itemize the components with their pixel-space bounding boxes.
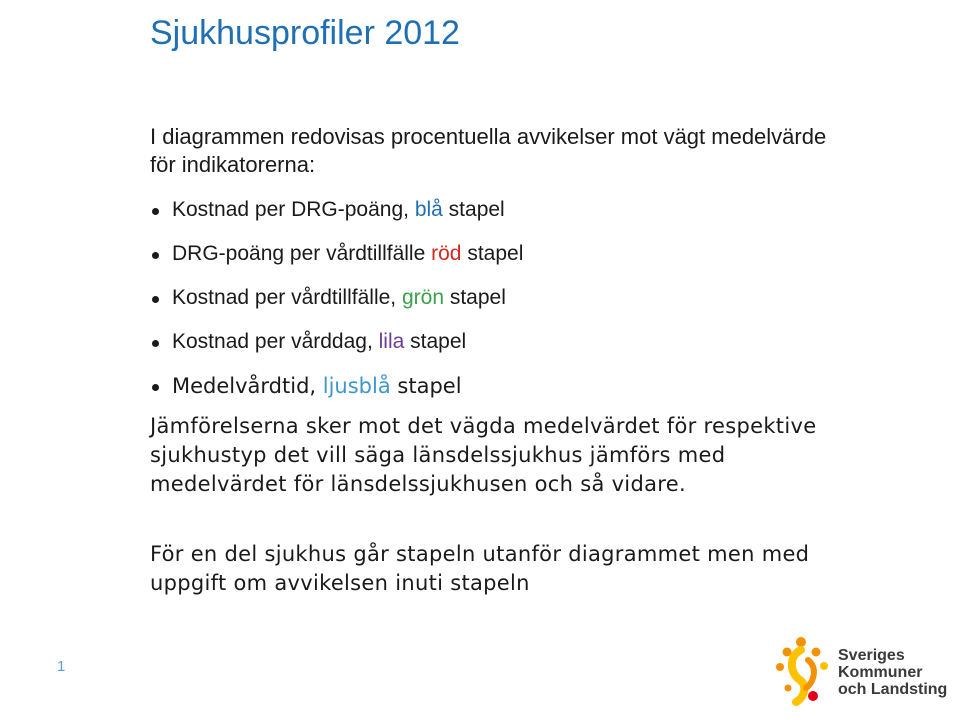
comparison-paragraph: Jämförelserna sker mot det vägda medelvärdet för respektive sjukhustyp det vill säga länsdelssjukhus jämförs med medelvärdet för länsdelssjukhusen och så vidare. (150, 414, 817, 496)
color-word-green: grön (401, 286, 444, 309)
bullet-text-before: DRG-poäng per vårdtillfälle (172, 242, 432, 265)
page-title: Sjukhusprofiler 2012 (150, 14, 460, 52)
bullet-text-after: stapel (461, 242, 524, 265)
indicator-list (150, 196, 523, 416)
logo-line-1: Sveriges (838, 647, 905, 664)
logo-line-2: Kommuner (838, 664, 923, 681)
color-word-blue: blå (414, 198, 443, 221)
page-number: 1 (57, 658, 66, 675)
bullet-text-after: stapel (442, 198, 505, 221)
bullet-text-before: Kostnad per vårdtillfälle, (172, 286, 402, 309)
bullet-text-after: stapel (404, 330, 467, 353)
list-item (150, 372, 523, 416)
bullet-text-before: Kostnad per vårddag, (172, 330, 379, 353)
skl-logo-icon (770, 636, 834, 708)
color-word-purple: lila (378, 330, 405, 353)
list-item (150, 196, 523, 240)
list-item (150, 328, 523, 372)
logo-line-3: och Landsting (838, 681, 948, 698)
bullet-text-before: Medelvårdtid, (172, 374, 323, 398)
color-word-lightblue: ljusblå (322, 374, 391, 398)
note-paragraph: För en del sjukhus går stapeln utanför diagrammet men med uppgift om avvikelsen inuti stapeln (150, 542, 810, 595)
logo-wordmark (838, 647, 947, 698)
skl-logo (770, 636, 950, 708)
list-item (150, 240, 523, 284)
bullet-text-after: stapel (444, 286, 506, 309)
list-item (150, 284, 523, 328)
color-word-red: röd (431, 242, 462, 265)
bullet-text-before: Kostnad per DRG-poäng, (172, 198, 415, 221)
intro-text: I diagrammen redovisas procentuella avvikelser mot vägt medelvärde för indikatorerna: (150, 124, 827, 177)
bullet-text-after: stapel (390, 374, 462, 398)
